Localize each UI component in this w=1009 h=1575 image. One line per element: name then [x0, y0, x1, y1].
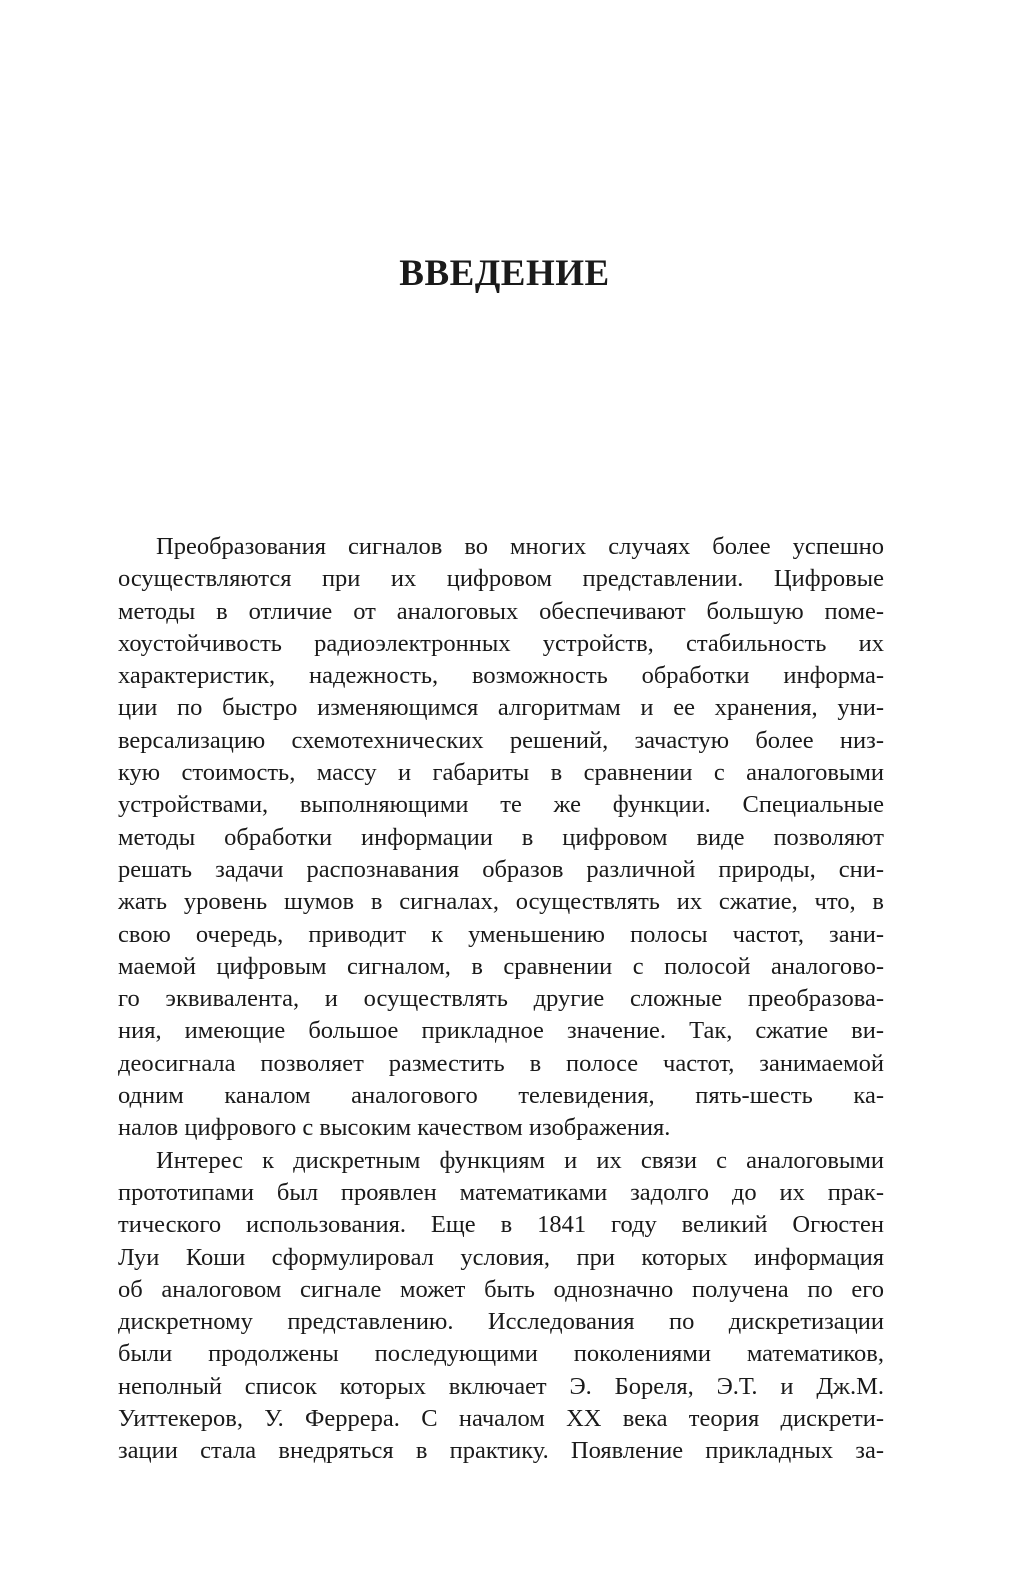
text-line: Преобразования сигналов во многих случаях более успешно — [156, 533, 884, 560]
text-line: хоустойчивость радиоэлектронных устройств, стабильность их — [118, 629, 884, 657]
text-line: ции по быстро изменяющимся алгоритмам и ее хранения, уни- — [118, 694, 884, 722]
paragraph-2 — [118, 1145, 884, 1468]
text-line: осуществляются при их цифровом представлении. Цифровые — [118, 565, 884, 593]
text-line: дискретному представлению. Исследования по дискретизации — [118, 1308, 884, 1336]
text-line: налов цифрового с высоким качеством изображения. — [118, 1114, 671, 1142]
text-line: одним каналом аналогового телевидения, пять-шесть ка- — [118, 1082, 884, 1110]
text-line: маемой цифровым сигналом, в сравнении с полосой аналогово- — [118, 952, 884, 980]
text-line: версализацию схемотехнических решений, зачастую более низ- — [118, 726, 884, 754]
text-line: ния, имеющие большое прикладное значение. Так, сжатие ви- — [118, 1017, 884, 1045]
text-line: об аналоговом сигнале может быть однозначно получена по его — [118, 1275, 884, 1303]
text-line: прототипами был проявлен математиками задолго до их прак- — [118, 1178, 884, 1206]
text-line: устройствами, выполняющими те же функции. Специальные — [118, 791, 884, 819]
text-line: неполный список которых включает Э. Бореля, Э.Т. и Дж.М. — [118, 1372, 884, 1400]
text-line: деосигнала позволяет разместить в полосе частот, занимаемой — [118, 1049, 884, 1077]
text-line: методы в отличие от аналоговых обеспечивают большую поме- — [118, 597, 884, 625]
text-line: зации стала внедряться в практику. Появление прикладных за- — [118, 1437, 884, 1465]
text-line: Луи Коши сформулировал условия, при которых информация — [118, 1243, 884, 1271]
text-line: Уиттекеров, У. Феррера. С началом XX века теория дискрети- — [118, 1405, 884, 1433]
chapter-title: ВВЕДЕНИЕ — [399, 253, 610, 294]
text-line: Интерес к дискретным функциям и их связи с аналоговыми — [156, 1146, 884, 1174]
text-line: были продолжены последующими поколениями математиков, — [118, 1340, 884, 1368]
text-line: жать уровень шумов в сигналах, осуществлять их сжатие, что, в — [118, 888, 884, 916]
text-line: го эквивалента, и осуществлять другие сложные преобразова- — [118, 985, 884, 1013]
body-text — [118, 531, 884, 1468]
text-line: тического использования. Еще в 1841 году великий Огюстен — [118, 1211, 884, 1239]
paragraph-1 — [118, 531, 884, 1145]
text-line: кую стоимость, массу и габариты в сравнении с аналоговыми — [118, 759, 884, 787]
text-line: решать задачи распознавания образов различной природы, сни- — [118, 855, 884, 883]
text-line: методы обработки информации в цифровом виде позволяют — [118, 823, 884, 851]
text-line: свою очередь, приводит к уменьшению полосы частот, зани- — [118, 920, 884, 948]
text-line: характеристик, надежность, возможность обработки информа- — [118, 662, 884, 690]
